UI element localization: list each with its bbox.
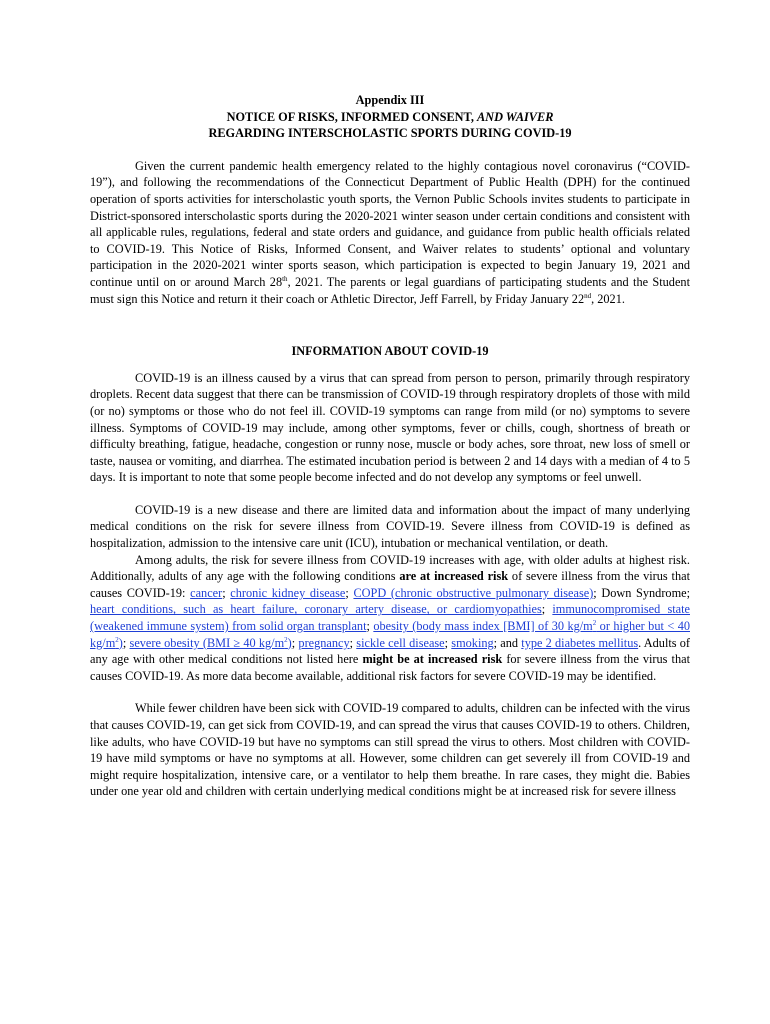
section-title: INFORMATION ABOUT COVID-19 bbox=[291, 344, 489, 359]
intro-text-a: Given the current pandemic health emergency related to the highly contagious novel coronavirus (“COVID-19”), and following the recommendations of the Connecticut Department of Public Health (DPH) for the continued operation of sports activities for interscholastic youth sports, the Vernon Public Schools invites students to participate in District-sponsored interscholastic sports during the 2020-2021 winter season under certain conditions and consistent with all applicable rules, regulations, federal and state orders and guidance, and guidance from public health officials related to COVID-19. This Notice of Risks, Informed Consent, and Waiver relates to students’ optional and voluntary participation in the 2020-2021 winter sports season, which participation is expected to begin January 19, 2021 and continue until on or around March 28 bbox=[90, 158, 690, 289]
covid-paragraph-3: Among adults, the risk for severe illness from COVID-19 increases with age, with older adults at highest risk. Additionally, adults of any age with the following conditions are at increased risk of severe illness from the virus that causes COVID-19: cancer; chronic kidney disease; COPD (chronic obstructive pulmonary disease); Down Syndrome; heart conditions, such as heart failure, coronary artery disease, or cardiomyopathies; immunocompromised state (weakened immune system) from solid organ transplant; obesity (body mass index [BMI] of 30 $kg/m^2$ or higher but < 40 $kg/m^2$); severe obesity (BMI ≥ 40 $kg/m^2$); pregnancy; sickle cell disease; smoking; and type 2 diabetes mellitus. Adults of any age with other medical conditions not listed here might be at increased risk for severe illness from the virus that causes COVID-19. As more data become available, additional risk factors for severe COVID-19 may be identified. bbox=[90, 552, 691, 683]
sup-squared-1: 2 bbox=[592, 618, 597, 627]
p3-bold-1: are at increased risk bbox=[399, 569, 509, 584]
intro-sup-1: th bbox=[282, 274, 288, 283]
link-sickle-cell-disease[interactable]: sickle cell disease bbox=[356, 635, 445, 650]
link-obesity-a: obesity (body mass index [BMI] of 30 kg/m bbox=[373, 619, 593, 634]
intro-text-b: , 2021. The parents or legal guardians of participating students and the Student must sign this Notice and return it their coach or Athletic Director, Jeff Farrell, by Friday January 22 bbox=[90, 274, 690, 306]
intro-paragraph bbox=[90, 158, 690, 307]
link-cancer[interactable]: cancer bbox=[190, 585, 223, 600]
link-obesity-b: or higher but < 40 kg/m bbox=[90, 619, 690, 650]
sup-squared-3: 2 bbox=[284, 635, 288, 644]
link-obesity-c: ) bbox=[118, 635, 123, 650]
p3-text-1: Among adults, the risk for severe illness from COVID-19 increases with age, with older adults at highest risk. Additionally, adults of any age with the following conditions bbox=[90, 552, 690, 584]
link-copd[interactable]: COPD (chronic obstructive pulmonary disease) bbox=[353, 585, 594, 600]
covid-paragraph-2: COVID-19 is a new disease and there are limited data and information about the impact of many underlying medical conditions on the risk for severe illness from COVID-19. Severe illness from COVID-19 is defined as hospitalization, admission to the intensive care unit (ICU), intubation or mechanical ventilation, or death. bbox=[90, 502, 690, 551]
intro-sup-2: nd bbox=[584, 291, 592, 300]
covid-paragraph-1: COVID-19 is an illness caused by a virus that can spread from person to person, primarily through respiratory droplets. Recent data suggest that there can be transmission of COVID-19 through respiratory droplets of those with mild (or no) symptoms or those who do not feel ill. COVID-19 symptoms can range from mild (or no) symptoms to severe illness. Symptoms of COVID-19 may include, among other symptoms, fever or chills, cough, shortness of breath or difficulty breathing, fatigue, headache, congestion or runny nose, muscle or body aches, sore throat, new loss of smell or taste, nausea or vomiting, and diarrhea. The estimated incubation period is between 2 and 14 days with a median of 4 to 5 days. It is important to note that some people become infected and do not develop any symptoms or feel unwell. bbox=[90, 370, 690, 485]
link-severe-obesity[interactable] bbox=[130, 636, 292, 650]
p3-text-2: of severe illness from the virus that causes COVID-19: bbox=[90, 569, 690, 600]
document-page bbox=[90, 92, 690, 800]
link-heart-conditions[interactable]: heart conditions, such as heart failure, coronary artery disease, or cardiomyopathies bbox=[90, 602, 542, 617]
notice-subtitle: REGARDING INTERSCHOLASTIC SPORTS DURING COVID-19 bbox=[208, 126, 572, 141]
p3-text-3: ; Down Syndrome; bbox=[593, 585, 691, 600]
p3-text-5: for severe illness from the virus that causes COVID-19. As more data become available, additional risk factors for severe COVID-19 may be identified. bbox=[90, 652, 690, 683]
notice-title-main: NOTICE OF RISKS, INFORMED CONSENT, bbox=[226, 109, 474, 124]
link-immunocompromised[interactable]: immunocompromised state (weakened immune system) from solid organ transplant bbox=[90, 602, 690, 634]
covid-paragraph-4: While fewer children have been sick with COVID-19 compared to adults, children can be infected with the virus that causes COVID-19, can get sick from COVID-19, and can spread the virus that causes COVID-19 to others. Children, like adults, who have COVID-19 but have no symptoms can still spread the virus to others. Most children with COVID-19 have mild symptoms or have no symptoms at all. However, some children can get severely ill from COVID-19 and might require hospitalization, intensive care, or a ventilator to help them breathe. In rare cases, they might die. Babies under one year old and children with certain underlying medical conditions might be at increased risk for severe illness bbox=[90, 701, 690, 799]
link-type-2-diabetes[interactable]: type 2 diabetes mellitus bbox=[521, 635, 639, 650]
link-chronic-kidney-disease[interactable]: chronic kidney disease bbox=[230, 585, 346, 600]
notice-title bbox=[90, 109, 690, 126]
intro-text-c: , 2021. bbox=[591, 291, 625, 306]
link-pregnancy[interactable]: pregnancy bbox=[298, 635, 350, 650]
p3-text-4: . Adults of any age with other medical conditions not listed here bbox=[90, 635, 691, 667]
link-smoking[interactable]: smoking bbox=[451, 635, 494, 650]
appendix-label: Appendix III bbox=[355, 93, 425, 107]
p3-bold-2: might be at increased risk bbox=[362, 652, 503, 667]
link-severe-obesity-a: severe obesity (BMI ≥ 40 kg/m bbox=[129, 635, 285, 650]
link-severe-obesity-b: ) bbox=[287, 635, 292, 650]
sup-squared-2: 2 bbox=[115, 635, 119, 644]
notice-title-italic: AND WAIVER bbox=[476, 109, 554, 124]
p3-text-and: ; and bbox=[493, 635, 522, 650]
